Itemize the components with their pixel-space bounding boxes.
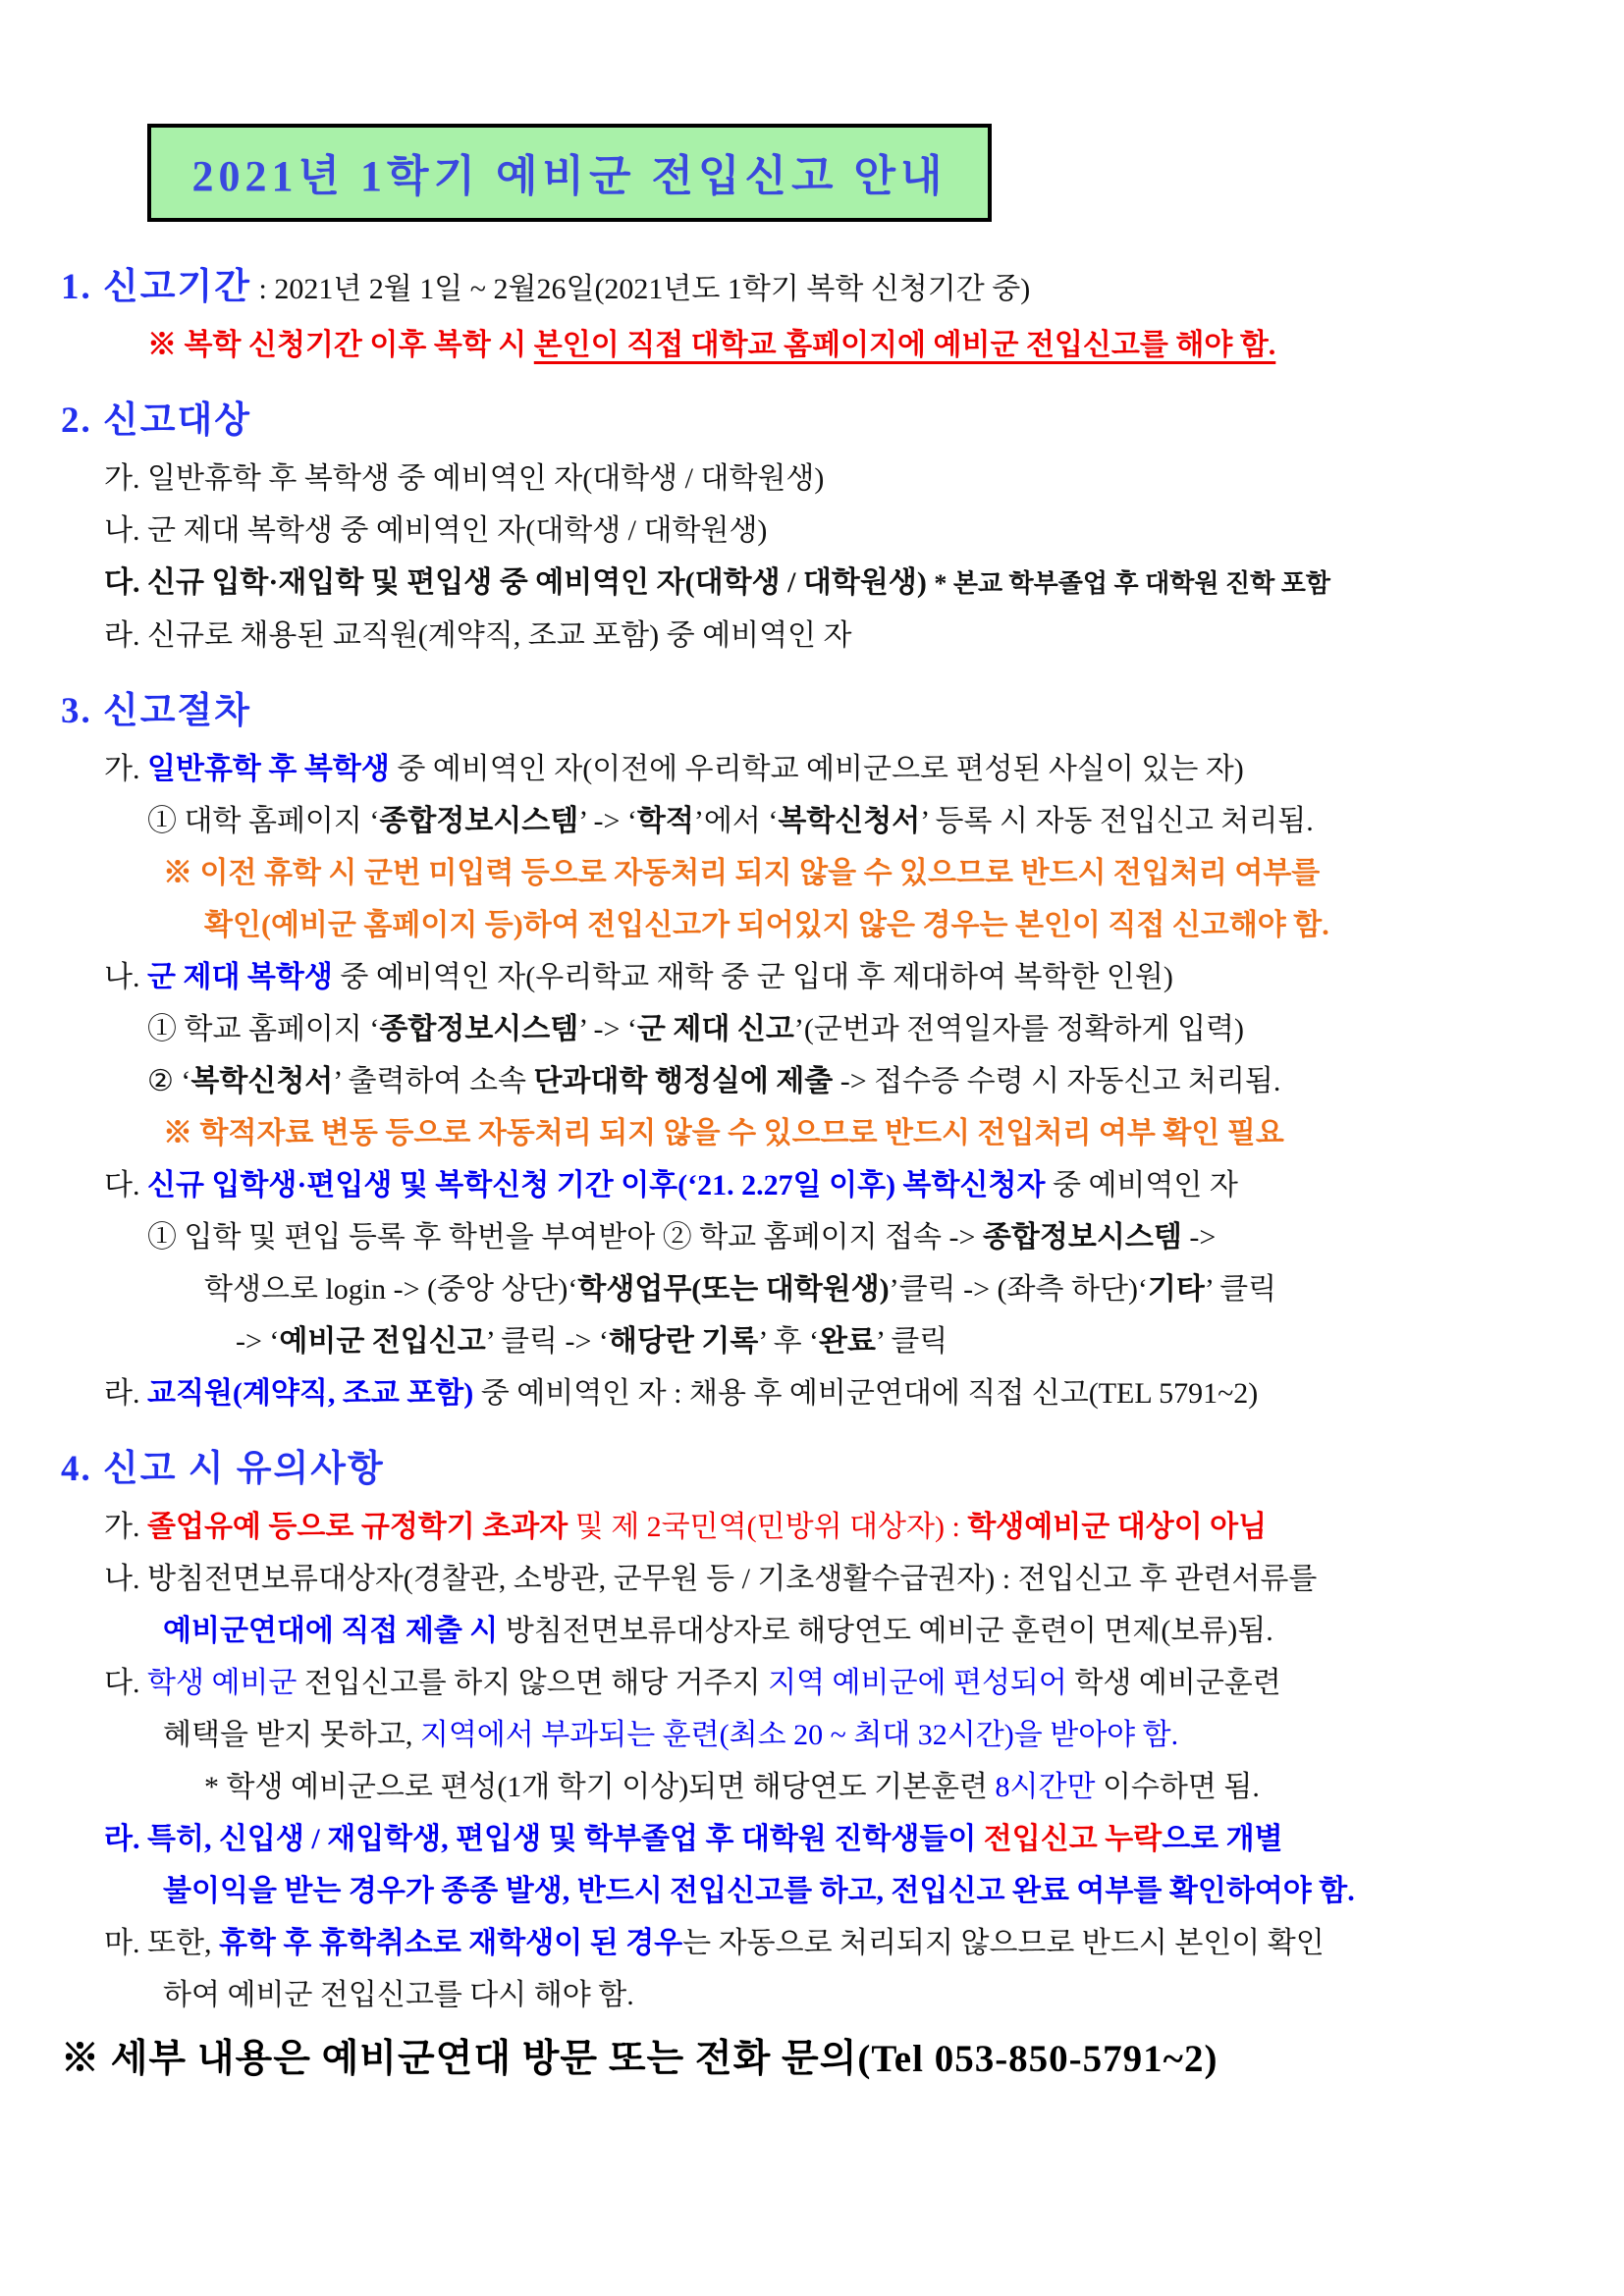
target-item-da [0,557,1624,610]
text-segment: ① 학교 홈페이지 ‘ [147,1013,380,1045]
text-segment: 가. [104,1511,147,1543]
procedure-item-ga [0,743,1624,795]
text-segment: ※ 복학 신청기간 이후 복학 시 [147,329,534,361]
text-segment: ※ 세부 내용은 예비군연대 방문 또는 전화 문의(Tel 053-850-5791~2) [61,2038,1218,2080]
text-segment: 나. 군 제대 복학생 중 예비역인 자(대학생 / 대학원생) [104,514,768,547]
procedure-item-da [0,1159,1624,1211]
text-segment: 나. 방침전면보류대상자(경찰관, 소방관, 군무원 등 / 기초생활수급권자) : 전입신고 후 관련서류를 [104,1563,1318,1595]
page-title: 2021년 1학기 예비군 전입신고 안내 [191,152,947,200]
procedure-item-na [0,951,1624,1003]
section-heading-report-period [0,261,1624,315]
text-segment: 2021년 2월 1일 ~ 2월26일(2021년도 1학기 복학 신청기간 중) [274,273,1031,305]
text-segment: ’ 출력하여 소속 [333,1065,534,1097]
caution-item-ra-line2 [0,1865,1624,1917]
text-segment: : [250,273,275,305]
text-segment: 불이익을 받는 경우가 종종 발생, 반드시 전입신고를 하고, 전입신고 완료 여부를 확인하여야 함. [163,1875,1355,1907]
text-segment: ’ 클릭 [876,1325,948,1358]
text-segment: 학생 예비군 [146,1667,298,1699]
text-segment: 다. [104,1169,147,1201]
text-segment: -> 접수증 수령 시 자동신고 처리됨. [833,1065,1281,1097]
text-segment: 전입신고를 하지 않으면 해당 거주지 [297,1667,769,1699]
text-segment: 으로 개별 [1162,1823,1283,1855]
text-segment: 학생 예비군훈련 [1066,1667,1281,1699]
text-segment: 신규 입학생·편입생 및 복학신청 기간 이후(‘21. 2.27일 이후) 복학신청자 [146,1169,1046,1201]
report-period-warning [0,319,1624,371]
procedure-na-step1 [0,1003,1624,1055]
text-segment: 는 자동으로 처리되지 않으므로 반드시 본인이 확인 [682,1927,1325,1959]
text-segment: 다. 신규 입학·재입학 및 편입생 중 예비역인 자(대학생 / 대학원생) [104,566,935,599]
procedure-da-step1-cont1 [0,1263,1624,1315]
caution-item-ma-line2 [0,1969,1624,2021]
text-segment: ’ 등록 시 자동 전입신고 처리됨. [920,805,1314,837]
text-segment: 마. 또한, [104,1927,219,1959]
text-segment: 라. 신규로 채용된 교직원(계약직, 조교 포함) 중 예비역인 자 [104,619,852,652]
text-segment: 4. 신고 시 유의사항 [61,1449,385,1489]
caution-item-da-line2 [0,1709,1624,1761]
text-segment: ’ 클릭 [1204,1273,1277,1306]
text-segment: 2. 신고대상 [61,400,251,441]
text-segment: 라. [104,1377,147,1410]
text-segment: 가. [104,753,147,785]
text-segment: 혜택을 받지 못하고, [163,1719,420,1751]
text-segment: ’ 후 ‘ [758,1325,820,1358]
text-segment: 졸업유예 등으로 규정학기 초과자 [146,1511,568,1543]
text-segment: 학적 [636,805,694,837]
text-segment: 단과대학 행정실에 제출 [533,1065,834,1097]
caution-item-na-line1 [0,1553,1624,1605]
text-segment: ’(군번과 전역일자를 정확하게 입력) [793,1013,1245,1045]
text-segment: 예비군 전입신고 [279,1325,486,1358]
text-segment: 3. 신고절차 [61,691,251,731]
text-segment: -> ‘ [236,1325,280,1358]
text-segment: 군 제대 복학생 [146,961,333,993]
text-segment: 중 예비역인 자(우리학교 재학 중 군 입대 후 제대하여 복학한 인원) [332,961,1173,993]
procedure-na-note [0,1107,1624,1159]
footer-contact-note [0,2033,1624,2088]
procedure-ga-note-line2 [0,899,1624,951]
text-segment: 중 예비역인 자 [1045,1169,1238,1201]
text-segment: ② ‘ [147,1065,191,1097]
text-segment: 학생으로 login -> (중앙 상단)‘ [204,1273,578,1306]
text-segment: ※ 학적자료 변동 등으로 자동처리 되지 않을 수 있으므로 반드시 전입처리 여부 확인 필요 [163,1117,1284,1149]
text-segment: 중 예비역인 자(이전에 우리학교 예비군으로 편성된 사실이 있는 자) [389,753,1244,785]
doc-lines [0,261,1624,2088]
text-segment: -> [1181,1221,1217,1254]
text-segment: 지역 예비군에 편성되어 [768,1667,1067,1699]
procedure-da-step1 [0,1211,1624,1263]
caution-item-ma-line1 [0,1917,1624,1969]
text-segment: 가. 일반휴학 후 복학생 중 예비역인 자(대학생 / 대학원생) [104,462,825,495]
procedure-ga-note-line1 [0,847,1624,899]
caution-item-ra-line1 [0,1813,1624,1865]
text-segment: 복학신청서 [778,805,921,837]
text-segment: 종합정보시스템 [982,1221,1182,1254]
text-segment: 기타 [1147,1273,1205,1306]
text-segment: 학생예비군 대상이 아님 [967,1511,1268,1543]
caution-item-da-line1 [0,1657,1624,1709]
text-segment: 본인이 직접 대학교 홈페이지에 예비군 전입신고를 해야 함. [533,329,1276,361]
section-heading-report-procedure [0,685,1624,739]
text-segment: ※ 이전 휴학 시 군번 미입력 등으로 자동처리 되지 않을 수 있으므로 반드시 전입처리 여부를 [163,857,1321,889]
text-segment: 종합정보시스템 [379,805,579,837]
text-segment: 일반휴학 후 복학생 [146,753,390,785]
text-segment: 복학신청서 [190,1065,334,1097]
text-segment: 확인(예비군 홈페이지 등)하여 전입신고가 되어있지 않은 경우는 본인이 직접 신고해야 함. [204,909,1329,941]
text-segment: 군 제대 신고 [636,1013,794,1045]
text-segment: 학생업무(또는 대학원생) [577,1273,890,1306]
text-segment: ① 입학 및 편입 등록 후 학번을 부여받아 ② 학교 홈페이지 접속 -> [147,1221,983,1254]
text-segment: * 학생 예비군으로 편성(1개 학기 이상)되면 해당연도 기본훈련 [204,1771,996,1803]
text-segment: ’ -> ‘ [578,1013,637,1045]
text-segment: 다. [104,1667,147,1699]
text-segment: ’클릭 -> (좌측 하단)‘ [889,1273,1148,1306]
caution-item-na-line2 [0,1605,1624,1657]
text-segment: ’ 클릭 -> ‘ [485,1325,609,1358]
text-segment: 및 제 2국민역(민방위 대상자) : [568,1511,968,1543]
text-segment: ’ -> ‘ [578,805,637,837]
text-segment: 예비군연대에 직접 제출 시 [163,1615,499,1647]
target-item-ra [0,610,1624,662]
procedure-ga-step1 [0,795,1624,847]
text-segment: 휴학 후 휴학취소로 재학생이 된 경우 [218,1927,683,1959]
text-segment: * 본교 학부졸업 후 대학원 진학 포함 [934,569,1330,598]
target-item-na [0,505,1624,557]
text-segment: ① 대학 홈페이지 ‘ [147,805,380,837]
text-segment: 해당란 기록 [608,1325,759,1358]
text-segment: 하여 예비군 전입신고를 다시 해야 함. [163,1979,634,2011]
text-segment: 전입신고 누락 [983,1823,1163,1855]
target-item-ga [0,453,1624,505]
text-segment: 종합정보시스템 [379,1013,579,1045]
text-segment: 나. [104,961,147,993]
caution-item-da-note [0,1761,1624,1813]
title-box [147,124,992,222]
section-heading-report-target [0,395,1624,449]
text-segment: 이수하면 됨. [1095,1771,1260,1803]
text-segment: 라. 특히, 신입생 / 재입학생, 편입생 및 학부졸업 후 대학원 진학생들이 [104,1823,984,1855]
section-heading-cautions [0,1443,1624,1497]
text-segment: 중 예비역인 자 : 채용 후 예비군연대에 직접 신고(TEL 5791~2) [473,1377,1259,1410]
text-segment: 8시간만 [995,1771,1096,1803]
procedure-na-step2 [0,1055,1624,1107]
procedure-item-ra [0,1367,1624,1419]
text-segment: 완료 [819,1325,877,1358]
text-segment: 방침전면보류대상자로 해당연도 예비군 훈련이 면제(보류)됨. [498,1615,1273,1647]
text-segment: 교직원(계약직, 조교 포함) [146,1377,474,1410]
text-segment: ’에서 ‘ [693,805,779,837]
caution-item-ga [0,1501,1624,1553]
text-segment: 1. 신고기간 [61,267,251,307]
procedure-da-step1-cont2 [0,1315,1624,1367]
text-segment: 지역에서 부과되는 훈련(최소 20 ~ 최대 32시간)을 받아야 함. [419,1719,1179,1751]
